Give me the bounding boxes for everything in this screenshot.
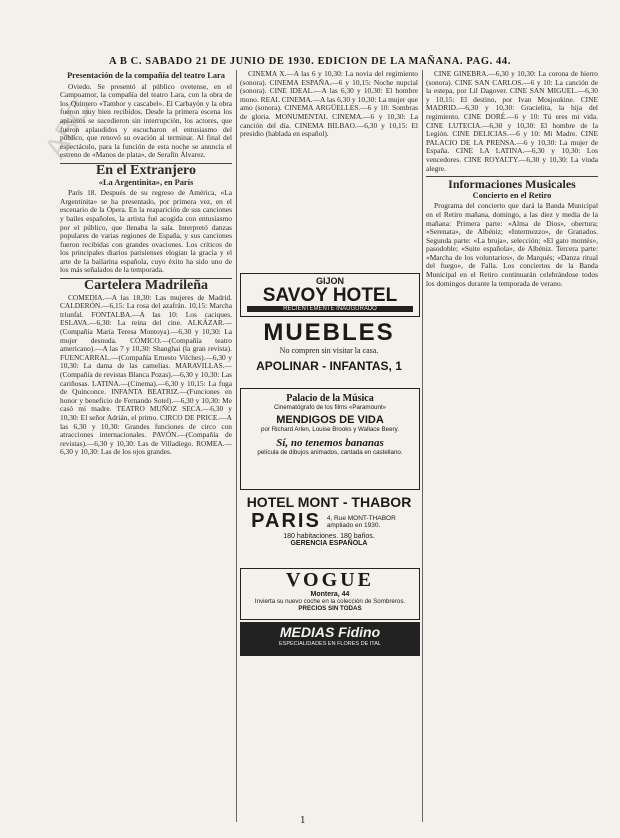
page-footer-number: 1 [300,816,306,826]
ad-hotel-mont-thabor [240,494,418,564]
listings-body: COMEDIA.—A las 18,30: Las mujeres de Madrid. CALDERÓN.—6,15: La rosa del azafrán. 10,15: Marcha triunfal. FONTALBA.—A las 10: Los caciques. ESLAVA.—6,30: La reina del cine. ALKÁZAR.—(Compañía María Teresa Montoya).—6,30 y 10,30: La mujer desnuda. CÓMICO.—(Compañía teatro americano).—A las 7 y 10,30: Shanghai (la gran revista). FUENCARRAL.—(Compañía Ernesto Vilches).—6,30 y 10,30: La dama de las camelias. MARAVILLAS.—(Compañía de revistas Blanca Pozas).—6,30 y 10,30: Las cariñosas. LATINA.—(Cinema).—6,30 y 10,15: La fuga de Quinconce. INFANTA BEATRIZ.—(Funciones en honor y beneficio de Fernando Sotel).—6,30 y 10,30: Me casó mi madre. TEATRO MUÑOZ SECA.—6,30 y 10,30: El señor Adrián, el primo. CIRCO DE PRICE.—A las 6,30 y 10,30: Grandes funciones de circo con atracciones internacionales. PAVÓN.—(Compañía de revistas).—6,30 y 10,30: Las de Villadiego. ROMEA.—6,30 y 10,30: Las de los ojos grandes. [60,292,232,457]
ad-line: Cinematógrafo de los films «Paramount» [273,404,387,411]
ad-title: Palacio de la Música [286,393,374,404]
listings-body: CINE GINEBRA.—6,30 y 10,30: La corona de hierro (sonora). CINE SAN CARLOS.—6 y 10: La canción de la estepa, por Lil Dagover. CINE SAN MIGUEL.—6,30 y 10,15: El destino, por Ivan Mosjoukine. CINE MADRID.—6,30 y 10,30: Gracielita, la hija del regimiento. CINE DORÉ.—6 y 10: Tú eres mi vida. CINE LUTECIA.—6,30 y 10,30: El hombre de la Legión. CINE DELICIAS.—6 y 10: Mi Madre. CINE PALACIO DE LA PRENSA.—6 y 10,30: La mujer de España. CINE LA LATINA.—6,30 y 10,30: Los vencedores. CINE ROYALTY.—6,30 y 10,30: La viuda alegre. [426,70,598,173]
ad-address: Montera, 44 [310,591,350,598]
ad-vogue [240,568,420,620]
article-body: Programa del concierto que dará la Banda Municipal en el Retiro mañana, domingo, a las diez y media de la mañana: Primera parte: «Alma de Dios», obertura; «Serenata», de Albéniz; «Intermezzo», de Granados. Segunda parte: «La bruja», selección; «El gato montés», pasodoble; «Suite española», de Albéniz. Tercera parte: «Marcha de los voluntarios», de Marqués; «Danza ritual del fuego», de Falla. Los conciertos de la Banda Municipal en el Retiro continuarán celebrándose todos los domingos durante la temporada de verano. [426,201,598,288]
listings-body: CINEMA X.—A las 6 y 10,30: La novia del regimiento (sonora). CINEMA ESPAÑA.—6 y 10,15: Noche nupcial (sonora). CINE IDEAL.—A las 6,30 y 10,30: El hombre mono. REAL CINEMA.—A las 6,30 y 10,30: La mujer que amo (sonora). CINEMA ARGÜELLES.—6 y 10: Sombras de gloria. MONUMENTAL CINEMA.—6 y 10,30: La canción del día. CINEMA BILBAO.—6,30 y 10,15: El presidio (hablada en español). [240,70,418,139]
page-header: A B C. SABADO 21 DE JUNIO DE 1930. EDICION DE LA MAÑANA. PAG. 44. [109,56,511,67]
ad-city: PARIS [251,510,321,532]
column-middle [240,70,418,270]
ad-subtitle: Invierta su nuevo coche en la colección de Sombreros. [254,598,406,605]
ad-address: APOLINAR - INFANTAS, 1 [256,359,402,373]
section-title: Cartelera Madrileña [83,278,208,294]
ad-hotel-name: HOTEL MONT - THABOR [246,494,412,510]
ad-medias [240,622,420,656]
ad-address: 4, Rue MONT-THABOR ampliado en 1930. [326,514,396,529]
article-body: Oviedo. Se presentó al público ovetense, en el Campoamor, la compañía del teatro Lara, con la obra de los Quintero «Tambor y cascabel». El Carbayón y la obra fueron muy bien recibidos. Desde la primera escena los aplausos se sucedieron sin interrupción, los actores, que fueron aplaudidos y escucharon el entusiasmo del público, que renovó su ovación al terminar. Al final del espectáculo, para la función de esta noche se anuncia el estreno de «Manos de plata», de Serafín Álvarez. [60,81,232,160]
ad-footnote: PRECIOS SIN TODAS [298,605,362,612]
ad-cast: por Richard Arlen, Louise Brooks y Wallace Beery. [261,426,399,433]
ad-palacio-musica [240,388,420,490]
ad-footnote: película de dibujos animados, cantada en castellano. [257,449,403,456]
section-title: Informaciones Musicales [448,177,576,192]
article-title: Presentación de la compañía del teatro Lara [67,71,225,80]
watermark-logo: ABC [38,93,99,164]
ad-tagline: Sí, no tenemos bananas [276,437,384,449]
ad-savoy-hotel [240,273,420,317]
article-body: París 18. Después de su regreso de América, «La Argentinita» se ha presentado, por primera vez, en el escenario de la Ópera. En la reaparición de sus canciones y bailes españoles, la artista fué acogida con entusiasmo por el público, que llenaba la sala. Interpretó danzas populares de varias regiones de España, y sus canciones fueron recibidas con grandes ovaciones. Los críticos de los principales diarios parisienses elogian la gracia y el arte de la bailarina española, cuyo éxito ha sido uno de los más señalados de la temporada. [60,188,232,275]
ad-hotel-name: SAVOY HOTEL [262,285,398,306]
ad-film-title: MENDIGOS DE VIDA [276,414,384,426]
ad-subtitle: No compren sin visitar la casa. [279,346,379,355]
column-divider [422,70,423,822]
column-right [426,70,598,822]
article-subtitle: Concierto en el Retiro [472,190,552,200]
ad-brand: VOGUE [286,569,374,591]
column-divider [236,70,237,822]
ad-brand: MEDIAS Fidino [279,624,381,640]
section-title: En el Extranjero [95,162,197,178]
ad-subtitle: RECIENTEMENTE INAUGURADO [247,306,413,312]
ad-rooms: 180 habitaciones. 180 baños. [283,533,375,540]
ad-management: GERENCIA ESPAÑOLA [290,540,368,547]
ad-city: GIJON [315,276,344,286]
article-subtitle: «La Argentinita», en París [98,177,194,187]
column-left [60,70,232,822]
ad-muebles [240,320,418,382]
ad-subtitle: ESPECIALIDADES EN FLORES DE ITAL [279,641,381,647]
ad-title: MUEBLES [263,319,395,346]
